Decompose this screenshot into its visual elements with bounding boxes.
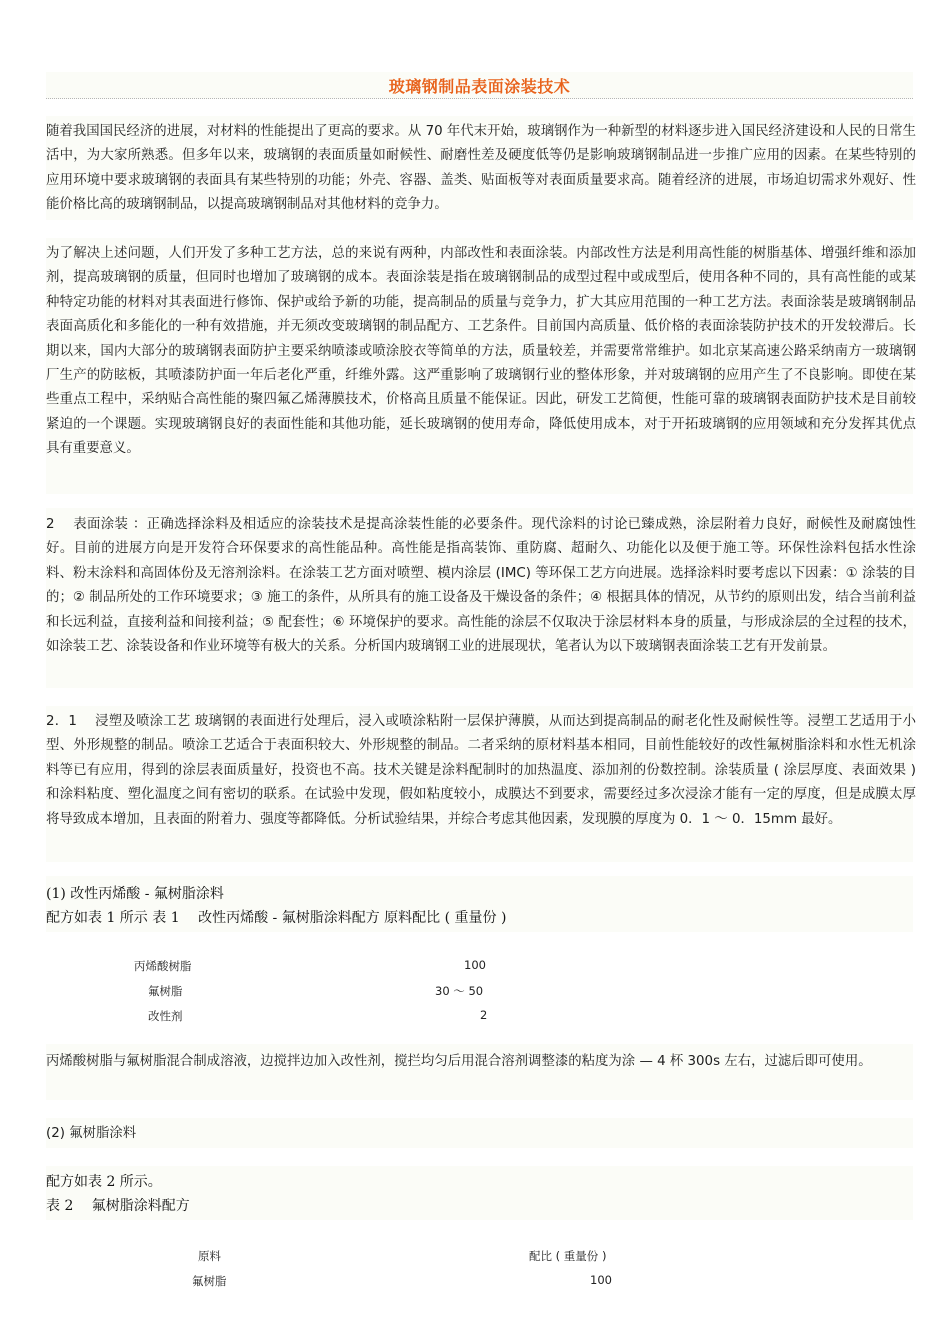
table1 [46, 954, 546, 1034]
table2-value: 100 [590, 1273, 612, 1287]
table1-name: 氟树脂 [148, 984, 183, 998]
paragraph-problem: 为了解决上述问题，人们开发了多种工艺方法，总的来说有两种，内部改性和表面涂装。内部改性方法是利用高性能的树脂基体、增强纤维和添加剂，提高玻璃钢的质量，但同时也增加了玻璃钢的成本。表面涂装是指在玻璃钢制品的成型过程中或成型后，使用各种不同的，具有高性能的或某种特定功能的材料对其表面进行修饰、保护或给予新的功能，提高制品的质量与竞争力，扩大其应用范围的一种工艺方法。表面涂装是玻璃钢制品表面高质化和多能化的一种有效措施，并无须改变玻璃钢的制品配方、工艺条件。目前国内高质量、低价格的表面涂装防护技术的开发较滞后。长期以来，国内大部分的玻璃钢表面防护主要采纳喷漆或喷涂胶衣等简单的方法，质量较差，并需要常常维护。如北京某高速公路采纳南方一玻璃钢厂生产的防眩板，其喷漆防护面一年后老化严重，纤维外露。这严重影响了玻璃钢行业的整体形象，并对玻璃钢的应用产生了不良影响。即使在某些重点工程中，采纳贴合高性能的聚四氟乙烯薄膜技术，价格高且质量不能保证。因此，研发工艺简便，性能可靠的玻璃钢表面防护技术是目前较紧迫的一个课题。实现玻璃钢良好的表面性能和其他功能，延长玻璃钢的使用寿命，降低使用成本，对于开拓玻璃钢的应用领域和充分发挥其优点具有重要意义。 [46, 246, 916, 457]
section-heading-acrylic: (1) 改性丙烯酸 - 氟树脂涂料 [46, 886, 224, 902]
section-heading-fluororesin: (2) 氟树脂涂料 [46, 1126, 137, 1141]
paragraph-preparation: 丙烯酸树脂与氟树脂混合制成溶液，边搅拌边加入改性剂，搅拦均匀后用混合溶剂调整漆的粘度为涂 — 4 杯 300s 左右，过滤后即可使用。 [46, 1054, 872, 1069]
paragraph-surface-coating: 2 表面涂装 ：正确选择涂料及相适应的涂装技术是提高涂装性能的必要条件。现代涂料的讨论已臻成熟，涂层附着力良好，耐候性及耐腐蚀性好。目前的进展方向是开发符合环保要求的高性能品种。高性能是指高装饰、重防腐、超耐久、功能化以及便于施工等。环保性涂料包括水性涂料、粉末涂料和高固体份及无溶剂涂料。在涂装工艺方面对喷塑、模内涂层 (IMC) 等环保工艺方向进展。选择涂料时要考虑以下因素：① 涂装的目的；② 制品所处的工作环境要求；③ 施工的条件，从所具有的施工设备及干燥设备的条件；④ 根据具体的情况，从节约的原则出发，结合当前利益和长远利益，直接利益和间接利益；⑤ 配套性；⑥ 环境保护的要求。高性能的涂层不仅取决于涂层材料本身的质量，与形成涂层的全过程的技术，如涂装工艺、涂装设备和作业环境等有极大的关系。分析国内玻璃钢工业的进展现状，笔者认为以下玻璃钢表面涂装工艺有开发前景。 [46, 517, 916, 655]
table2-intro: 配方如表 2 所示。 [46, 1174, 162, 1190]
table1-value: 100 [464, 958, 486, 972]
table1-value: 2 [480, 1008, 488, 1022]
table2-name: 氟树脂 [192, 1274, 227, 1288]
table1-value: 30 ～ 50 [435, 984, 484, 998]
table1-name: 丙烯酸树脂 [134, 959, 192, 973]
paragraph-dip-spray: 2．1 浸塑及喷涂工艺 玻璃钢的表面进行处理后，浸入或喷涂粘附一层保护薄膜，从而达到提高制品的耐老化性及耐候性等。浸塑工艺适用于小型、外形规整的制品。喷涂工艺适合于表面积较大、外形规整的制品。二者采纳的原材料基本相同，目前性能较好的改性氟树脂涂料和水性无机涂料等已有应用，得到的涂层表面质量好，投资也不高。技术关键是涂料配制时的加热温度、添加剂的份数控制。涂装质量 ( 涂层厚度、表面效果 ) 和涂料粘度、塑化温度之间有密切的联系。在试验中发现，假如粘度较小，成膜达不到要求，需要经过多次浸涂才能有一定的厚度，但是成膜太厚将导致成本增加，且表面的附着力、强度等都降低。分析试验结果，并综合考虑其他因素，发现膜的厚度为 0．1 ～ 0．15mm 最好。 [46, 714, 916, 827]
document-title: 玻璃钢制品表面涂装技术 [388, 77, 571, 96]
table2-header-name: 原料 [198, 1249, 221, 1263]
table1-name: 改性剂 [148, 1009, 183, 1023]
table1-caption: 配方如表 1 所示 表 1 改性丙烯酸 - 氟树脂涂料配方 原料配比 ( 重量份 ) [46, 910, 507, 926]
paragraph-intro: 随着我国国民经济的进展，对材料的性能提出了更高的要求。从 70 年代末开始，玻璃钢作为一种新型的材料逐步进入国民经济建设和人民的日常生活中，为大家所熟悉。但多年以来，玻璃钢的表面质量如耐候性、耐磨性差及硬度低等仍是影响玻璃钢制品进一步推广应用的因素。在某些特别的应用环境中要求玻璃钢的表面具有某些特别的功能；外壳、容器、盖类、贴面板等对表面质量要求高。随着经济的进展，市场迫切需求外观好、性能价格比高的玻璃钢制品，以提高玻璃钢制品对其他材料的竞争力。 [46, 124, 916, 213]
table2-caption: 表 2 氟树脂涂料配方 [46, 1198, 190, 1214]
table2-header-value: 配比 ( 重量份 ) [529, 1249, 607, 1263]
table2 [46, 1244, 746, 1294]
